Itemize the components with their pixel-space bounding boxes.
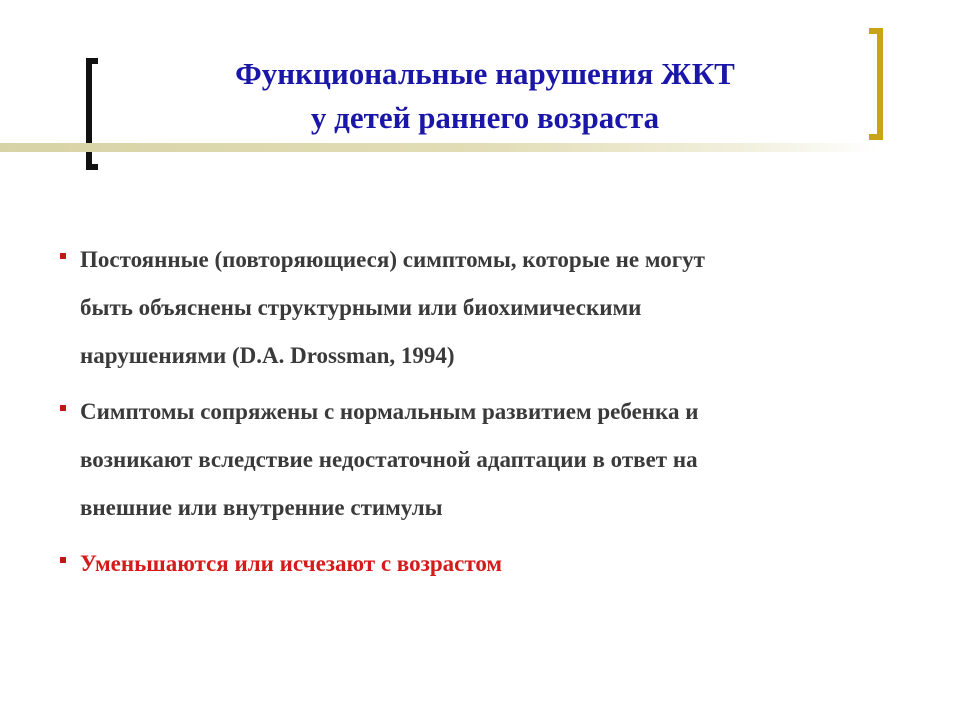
bullet-1-line-1: Постоянные (повторяющиеся) симптомы, которые не могут <box>80 247 705 272</box>
bullet-item-1 <box>58 236 888 380</box>
square-bullet-icon <box>60 253 66 259</box>
square-bullet-icon <box>60 405 66 411</box>
title-line-1: Функциональные нарушения ЖКТ <box>235 56 735 91</box>
bullet-2-line-2: возникают вследствие недостаточной адаптации в ответ на <box>80 447 698 472</box>
title-underline-bar <box>0 143 880 152</box>
bullet-3-line-1: Уменьшаются или исчезают с возрастом <box>80 551 503 576</box>
bullet-item-2 <box>58 388 888 532</box>
bullet-1-line-2: быть объяснены структурными или биохимическими <box>80 295 642 320</box>
bullet-1-line-3: нарушениями (D.A. Drossman, 1994) <box>80 343 455 368</box>
left-bracket-decoration <box>86 58 98 170</box>
title-line-2: у детей раннего возраста <box>310 100 660 135</box>
square-bullet-icon <box>60 557 66 563</box>
bullet-item-3 <box>58 540 888 588</box>
bullet-2-line-3: внешние или внутренние стимулы <box>80 495 443 520</box>
right-bracket-decoration <box>869 28 883 140</box>
slide-title <box>120 52 850 140</box>
bullet-list <box>58 236 888 596</box>
bullet-2-line-1: Симптомы сопряжены с нормальным развитием ребенка и <box>80 399 699 424</box>
